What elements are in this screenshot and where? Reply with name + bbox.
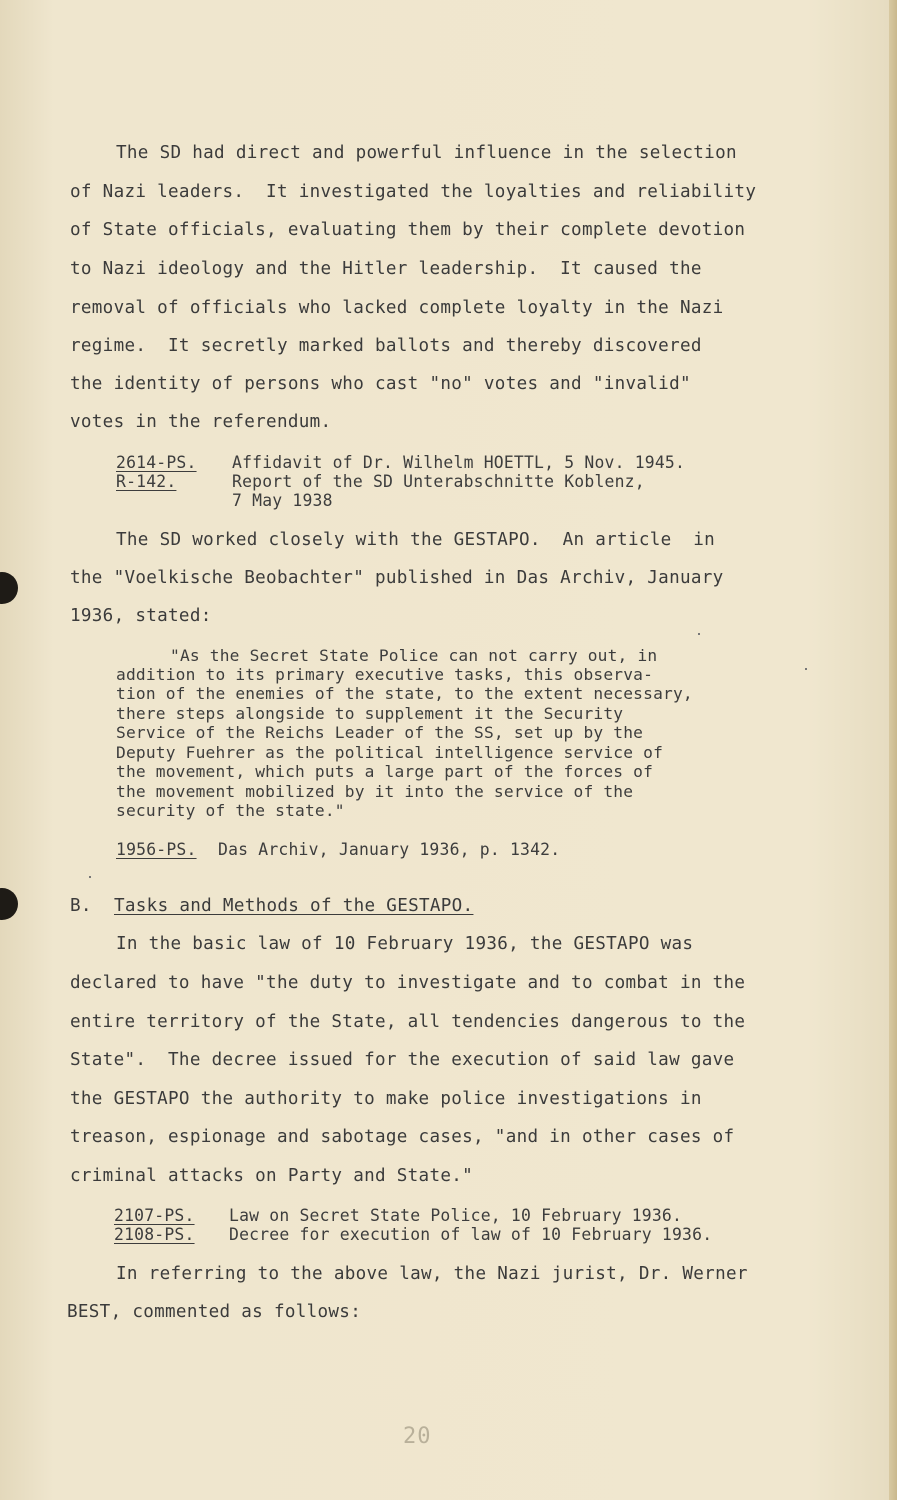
page-edge — [889, 0, 897, 1500]
para1-line: regime. It secretly marked ballots and thereby discovered — [70, 336, 702, 356]
reference-doc-id: 2614-PS. — [116, 453, 197, 472]
quote-line: Service of the Reichs Leader of the SS, set up by the — [116, 723, 644, 742]
para3-line: entire territory of the State, all tendencies dangerous to the — [70, 1012, 746, 1032]
reference-doc-id: 1956-PS. — [116, 840, 197, 859]
quote-line: addition to its primary executive tasks, this observa- — [116, 665, 654, 684]
quote-line: security of the state." — [116, 801, 345, 820]
para1-line: to Nazi ideology and the Hitler leadership. It caused the — [70, 259, 702, 279]
para3-line: criminal attacks on Party and State." — [70, 1166, 474, 1186]
para3-line: the GESTAPO the authority to make police investigations in — [70, 1089, 702, 1109]
para2-line: 1936, stated: — [70, 606, 212, 626]
reference-description: Das Archiv, January 1936, p. 1342. — [218, 840, 561, 859]
para1-line: the identity of persons who cast "no" votes and "invalid" — [70, 374, 691, 394]
para4-line: BEST, commented as follows: — [67, 1302, 362, 1322]
quote-line: "As the Secret State Police can not carry out, in — [170, 646, 658, 665]
quote-line: Deputy Fuehrer as the political intelligence service of — [116, 743, 664, 762]
stray-mark — [89, 876, 91, 878]
para2-line: The SD worked closely with the GESTAPO. An article in — [116, 530, 716, 550]
quote-line: there steps alongside to supplement it the Security — [116, 704, 624, 723]
para4-line: In referring to the above law, the Nazi jurist, Dr. Werner — [116, 1264, 748, 1284]
para3-line: declared to have "the duty to investigate and to combat in the — [70, 973, 746, 993]
para3-line: In the basic law of 10 February 1936, the GESTAPO was — [116, 934, 694, 954]
stray-mark — [805, 668, 807, 670]
para3-line: treason, espionage and sabotage cases, "and in other cases of — [70, 1127, 735, 1147]
para1-line: of Nazi leaders. It investigated the loyalties and reliability — [70, 182, 757, 202]
section-letter: B. — [70, 896, 92, 916]
para2-line: the "Voelkische Beobachter" published in Das Archiv, January — [70, 568, 724, 588]
reference-doc-id: R-142. — [116, 472, 177, 491]
reference-description: Law on Secret State Police, 10 February 1936. — [229, 1206, 683, 1225]
quote-line: the movement, which puts a large part of the forces of — [116, 762, 654, 781]
reference-description: Affidavit of Dr. Wilhelm HOETTL, 5 Nov. 1945. — [232, 453, 686, 472]
quote-line: tion of the enemies of the state, to the extent necessary, — [116, 684, 693, 703]
punch-hole-top — [0, 572, 18, 604]
reference-description: 7 May 1938 — [232, 491, 333, 510]
para3-line: State". The decree issued for the execution of said law gave — [70, 1050, 735, 1070]
para1-line: votes in the referendum. — [70, 412, 332, 432]
quote-line: the movement mobilized by it into the service of the — [116, 782, 634, 801]
reference-doc-id: 2107-PS. — [114, 1206, 195, 1225]
section-title: Tasks and Methods of the GESTAPO. — [114, 896, 474, 916]
para1-line: removal of officials who lacked complete loyalty in the Nazi — [70, 298, 724, 318]
page-number: 20 — [403, 1424, 432, 1449]
reference-description: Report of the SD Unterabschnitte Koblenz, — [232, 472, 645, 491]
punch-hole-bottom — [0, 888, 18, 920]
para1-line: of State officials, evaluating them by their complete devotion — [70, 220, 746, 240]
para1-line: The SD had direct and powerful influence in the selection — [116, 143, 737, 163]
reference-description: Decree for execution of law of 10 February 1936. — [229, 1225, 713, 1244]
stray-mark — [698, 633, 700, 635]
reference-doc-id: 2108-PS. — [114, 1225, 195, 1244]
